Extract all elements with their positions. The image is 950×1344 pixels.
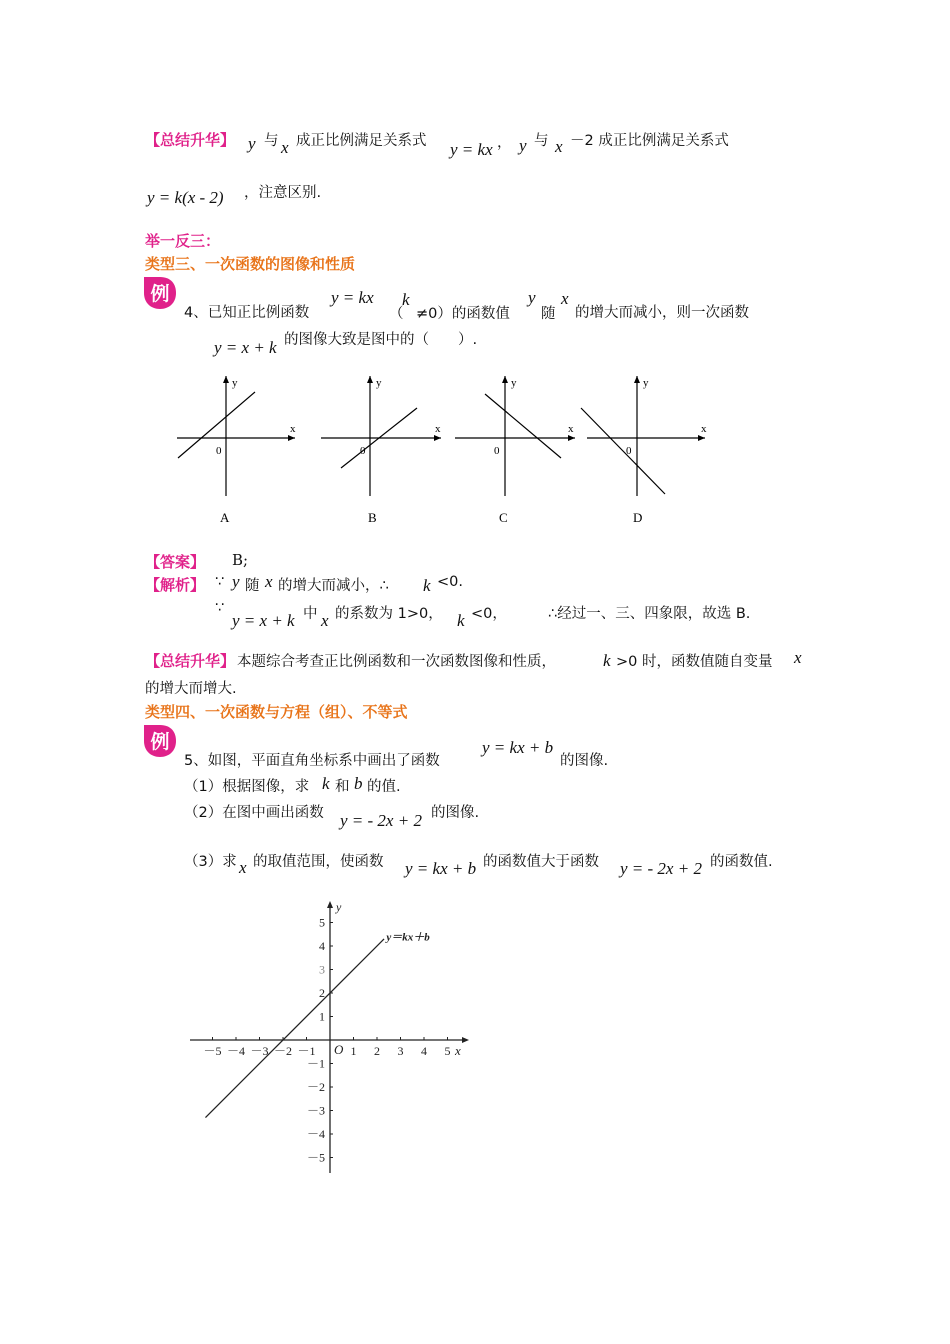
y-tick-label: 4 [319,939,325,953]
text: 的函数值大于函数 [483,854,599,870]
text: 和 [335,779,350,795]
text: ∵ [215,600,225,616]
x-tick-label: 3 [397,1044,404,1058]
var-y: y [528,288,536,307]
equation: y = x + k [214,338,277,357]
x-tick-label: 2 [374,1044,380,1058]
example-badge [143,276,177,310]
origin-label: 0 [494,445,500,457]
y-tick-label: －1 [306,1056,325,1071]
graph-d [581,376,707,525]
graph-a [177,376,296,525]
x-tick-label: －3 [250,1044,269,1058]
var-y: y [232,572,240,591]
x-tick-label: 4 [421,1044,427,1058]
origin-label: O [334,1042,344,1057]
y-tick-label: －3 [306,1103,325,1118]
text: <0， [471,606,507,622]
function-line [205,939,384,1118]
summary-tag: 【总结升华】 [145,652,236,670]
axis-x-label: x [290,423,296,435]
var-y: y [248,134,256,153]
option-label: A [220,510,230,525]
axis-x-label: x [455,1043,461,1058]
text: （2）在图中画出函数 [184,805,324,821]
text: 的增大而增大. [145,681,237,697]
text: ∵ [215,574,225,590]
var-x: x [561,289,569,308]
text: 的增大而减小，则一次函数 [575,305,749,321]
var-k: k [322,774,330,793]
x-tick-label: －4 [226,1044,246,1058]
text: 中 [303,606,318,622]
equation: y = kx [331,288,374,307]
text: 的图像. [431,805,480,821]
axis-x-label: x [568,423,574,435]
equation: y = - 2x + 2 [340,811,422,830]
axis-y-label: y [336,900,342,914]
text: 的系数为 1>0， [335,606,443,622]
var-y: y [519,136,527,155]
text: 的图像大致是图中的（ ）. [284,332,478,348]
text: ，注意区别. [244,185,322,201]
option-graphs [165,368,745,536]
graph-b [321,376,441,525]
var-x: x [794,648,802,667]
equation: y = x + k [232,611,295,630]
x-tick-label: －5 [203,1044,222,1058]
y-tick-label: －2 [306,1080,325,1094]
axis-y-label: y [232,377,238,389]
axis-y-label: y [376,377,382,389]
text: ∴经过一、三、四象限，故选 B. [548,606,751,622]
origin-label: 0 [360,445,366,457]
y-tick-label: －4 [306,1127,325,1141]
y-tick-label: －5 [306,1150,325,1165]
x-tick-label: －1 [297,1044,316,1058]
equation: y = - 2x + 2 [620,859,702,878]
y-tick-label: 2 [319,986,325,1000]
example-badge [143,724,177,758]
option-label: C [499,510,508,525]
text: 的取值范围，使函数 [253,854,384,870]
text: －2 成正比例满足关系式 [570,133,729,149]
graph-c [455,376,575,525]
practice-title: 举一反三： [145,232,221,250]
var-x: x [555,137,563,156]
text: 与 [264,133,279,149]
y-tick-label: 5 [319,915,325,930]
text: 成正比例满足关系式 [296,133,427,149]
badge-text: 例 [150,283,170,305]
equation: y = k(x - 2) [147,188,224,207]
coordinate-graph [185,895,485,1180]
axis-x-label: x [435,423,441,435]
text: 5、如图，平面直角坐标系中画出了函数 [184,753,440,769]
text: <0. [437,574,463,590]
badge-text: 例 [150,731,170,753]
var-x: x [265,572,273,591]
y-axis-arrow [327,901,333,908]
axis-x-label: x [701,423,707,435]
function-label: y＝kx＋b [386,931,430,944]
text: 本题综合考查正比例函数和一次函数图像和性质， [237,654,556,670]
text: ≠0）的函数值 [416,306,510,322]
var-b: b [354,774,363,793]
text: 的函数值. [710,854,773,870]
text: （3）求 [184,854,237,870]
answer-tag: 【答案】 [145,553,206,571]
var-x: x [239,858,247,877]
option-label: B [368,510,377,525]
text: ， [497,135,512,151]
summary-tag: 【总结升华】 [145,131,236,149]
text: 与 [534,133,549,149]
x-tick-label: 1 [350,1044,357,1058]
type4-title: 类型四、一次函数与方程（组）、不等式 [145,703,408,721]
equation: y = kx + b [405,859,477,878]
var-k: k [603,651,611,670]
text: （1）根据图像，求 [184,779,310,795]
text: 随 [245,578,260,594]
axis-y-label: y [511,377,517,389]
text: 4、已知正比例函数 [184,305,310,321]
var-k: k [402,290,410,309]
equation: y = kx + b [482,738,554,757]
x-tick-label: －2 [273,1044,293,1058]
option-label: D [633,510,643,525]
text: 的图像. [560,753,609,769]
var-k: k [457,611,465,630]
answer-text: B; [232,551,249,569]
text: >0 时，函数值随自变量 [616,654,773,670]
text: 随 [541,306,556,322]
y-tick-label: 3 [319,962,325,977]
type3-title: 类型三、一次函数的图像和性质 [145,255,356,273]
text: 的增大而减小，∴ [278,578,389,594]
var-k: k [423,576,431,595]
analysis-tag: 【解析】 [145,576,206,594]
axis-y-label: y [643,377,649,389]
equation: y = kx [450,140,493,159]
text: （ [389,306,404,322]
origin-label: 0 [216,445,222,457]
x-axis-arrow [462,1037,469,1043]
var-x: x [321,611,329,630]
var-x: x [281,138,289,157]
origin-label: 0 [626,445,632,457]
text: 的值. [367,779,401,795]
x-tick-label: 5 [444,1044,451,1058]
y-tick-label: 1 [319,1009,325,1024]
